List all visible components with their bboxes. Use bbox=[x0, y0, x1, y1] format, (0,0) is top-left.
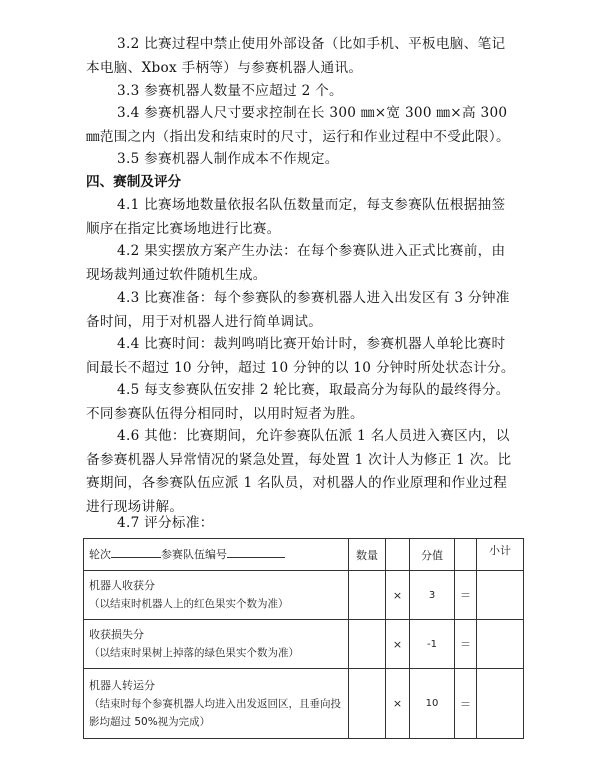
team-number-blank bbox=[227, 546, 285, 558]
item-note: （以结束时果树上掉落的绿色果实个数为准） bbox=[89, 647, 299, 659]
times-cell: × bbox=[386, 620, 410, 669]
subtotal-cell bbox=[477, 669, 524, 739]
quantity-cell bbox=[349, 620, 386, 669]
times-cell: × bbox=[386, 669, 410, 739]
item-cell bbox=[84, 620, 349, 669]
equals-cell: ＝ bbox=[455, 571, 477, 620]
times-header-empty bbox=[386, 539, 410, 571]
score-value: 10 bbox=[410, 669, 455, 739]
paragraph-3-5: 3.5 参赛机器人制作成本不作规定。 bbox=[117, 151, 339, 167]
equals-cell: ＝ bbox=[455, 620, 477, 669]
subtotal-cell bbox=[477, 571, 524, 620]
paragraph-3-4: 3.4 参赛机器人尺寸要求控制在长 300 ㎜×宽 300 ㎜×高 300 ㎜范围之内（指出发和结束时的尺寸，运行和作业过程中不受此限）。 bbox=[86, 105, 510, 145]
item-cell bbox=[84, 669, 349, 739]
item-title: 机器人收获分 bbox=[89, 579, 155, 592]
table-row bbox=[84, 571, 524, 620]
paragraph-4-5: 4.5 每支参赛队伍安排 2 轮比赛，取最高分为每队的最终得分。不同参赛队伍得分相同时，以用时短者为胜。 bbox=[86, 382, 510, 422]
quantity-cell bbox=[349, 669, 386, 739]
quantity-header: 数量 bbox=[349, 539, 386, 571]
item-note: （以结束时机器人上的红色果实个数为准） bbox=[89, 598, 289, 610]
equals-cell: ＝ bbox=[455, 669, 477, 739]
table-row bbox=[84, 620, 524, 669]
subtotal-cell bbox=[477, 620, 524, 669]
section-heading-4: 四、赛制及评分 bbox=[86, 174, 182, 190]
scoring-table bbox=[83, 538, 524, 739]
quantity-cell bbox=[349, 571, 386, 620]
paragraph-4-2: 4.2 果实摆放方案产生办法：在每个参赛队进入正式比赛前，由现场裁判通过软件随机生成。 bbox=[86, 243, 506, 283]
item-title: 收获损失分 bbox=[89, 628, 144, 641]
item-title: 机器人转运分 bbox=[89, 678, 155, 692]
paragraph-4-4: 4.4 比赛时间：裁判鸣哨比赛开始计时，参赛机器人单轮比赛时间最长不超过 10 分钟，超过 10 分钟的以 10 分钟时所处状态计分。 bbox=[86, 336, 515, 376]
round-team-cell bbox=[84, 539, 349, 571]
score-value: 3 bbox=[410, 571, 455, 620]
subtotal-header: 小计 bbox=[477, 539, 524, 571]
paragraph-4-1: 4.1 比赛场地数量依报名队伍数量而定，每支参赛队伍根据抽签顺序在指定比赛场地进行比赛。 bbox=[86, 197, 506, 237]
table-row bbox=[84, 669, 524, 739]
paragraph-4-3: 4.3 比赛准备：每个参赛队的参赛机器人进入出发区有 3 分钟准备时间，用于对机器人进行简单调试。 bbox=[86, 290, 510, 330]
round-blank bbox=[111, 546, 161, 558]
paragraph-4-7: 4.7 评分标准： bbox=[117, 515, 214, 531]
round-label: 轮次 bbox=[89, 547, 111, 561]
team-number-label: 参赛队伍编号 bbox=[161, 547, 227, 561]
score-header: 分值 bbox=[410, 539, 455, 571]
score-value: -1 bbox=[410, 620, 455, 669]
item-cell bbox=[84, 571, 349, 620]
paragraph-3-3: 3.3 参赛机器人数量不应超过 2 个。 bbox=[117, 83, 343, 99]
paragraph-3-2: 3.2 比赛过程中禁止使用外部设备（比如手机、平板电脑、笔记本电脑、Xbox 手柄等）与参赛机器人通讯。 bbox=[86, 36, 506, 76]
equals-header-empty bbox=[455, 539, 477, 571]
paragraph-4-6: 4.6 其他：比赛期间，允许参赛队伍派 1 名人员进入赛区内，以备参赛机器人异常情况的紧急处置，每处置 1 次计人为修正 1 次。比赛期间，各参赛队伍应派 1 名队员，对机器人的作业原理和作业过程进行现场讲解。 bbox=[86, 428, 512, 515]
times-cell: × bbox=[386, 571, 410, 620]
item-note: （结束时每个参赛机器人均进入出发返回区，且垂向投影均超过 50%视为完成） bbox=[89, 697, 341, 728]
table-header-row bbox=[84, 539, 524, 571]
